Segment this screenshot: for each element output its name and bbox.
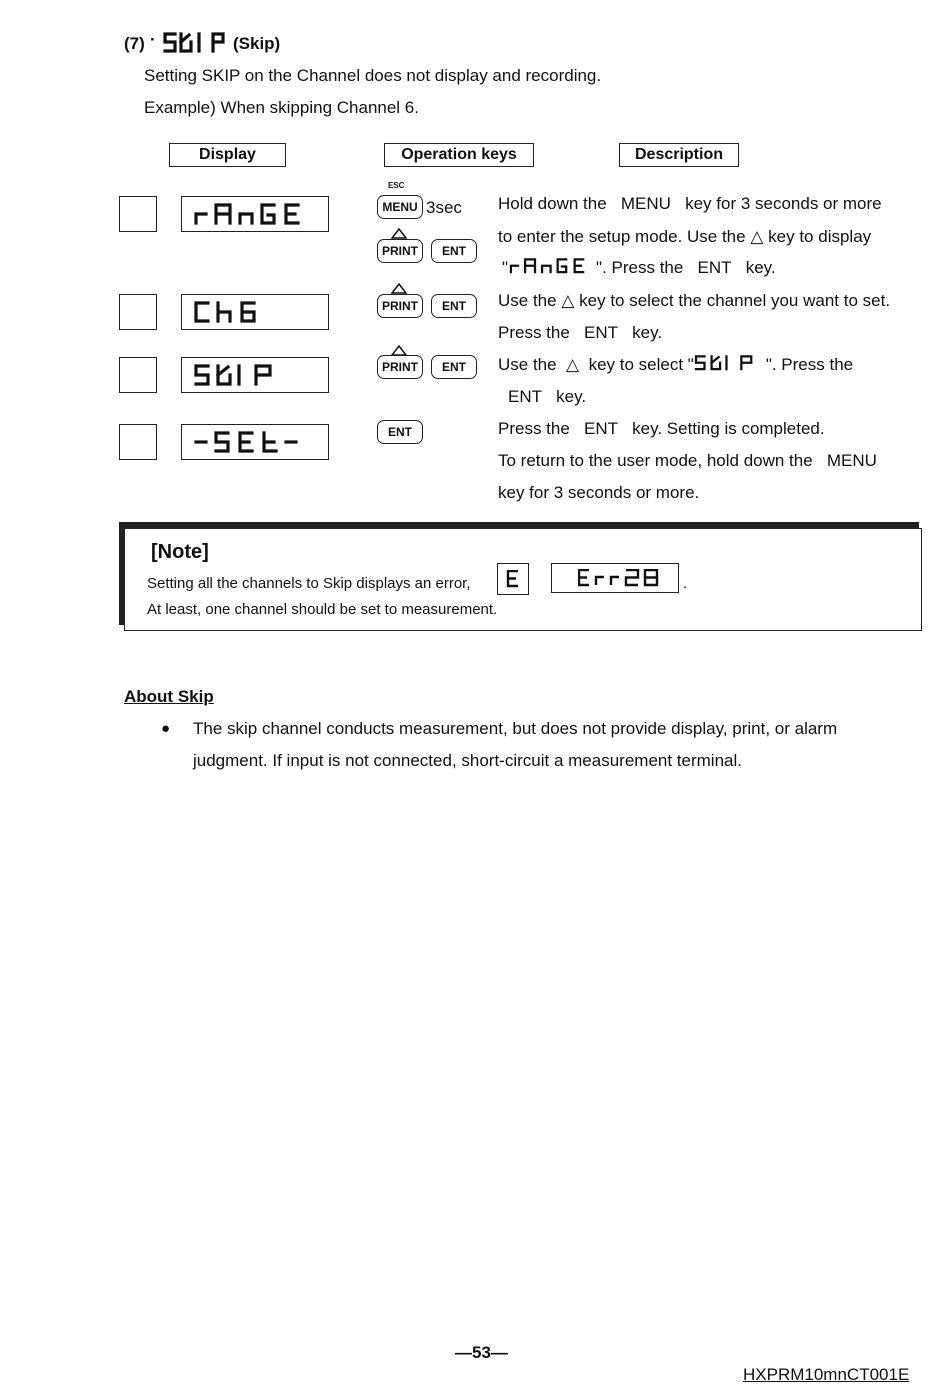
section-number: (7) bbox=[124, 34, 145, 53]
ent-key-ref: ENT bbox=[697, 258, 732, 277]
note-box bbox=[124, 528, 922, 631]
lcd-ch6-digits bbox=[194, 301, 314, 325]
menu-key-ref: MENU bbox=[826, 451, 877, 470]
step4-line2: To return to the user mode, hold down the MENU bbox=[498, 451, 877, 470]
step3-line2: ENT key. bbox=[508, 387, 587, 406]
menu-key[interactable]: MENU bbox=[377, 195, 423, 219]
ent-key[interactable]: ENT bbox=[377, 420, 423, 444]
up-arrow-icon: △ bbox=[561, 291, 575, 310]
step4-line1: Press the ENT key. Setting is completed. bbox=[498, 419, 825, 438]
ent-key[interactable]: ENT bbox=[431, 355, 477, 379]
header-display: Display bbox=[169, 143, 286, 167]
bullet-icon: ● bbox=[161, 720, 171, 737]
lcd-skip-digits bbox=[194, 364, 314, 388]
lcd-range-digits bbox=[194, 203, 314, 227]
lcd-display-range bbox=[181, 196, 329, 232]
page-number: —53— bbox=[455, 1343, 508, 1362]
section-title: (Skip) bbox=[233, 34, 281, 53]
display-indicator-box bbox=[119, 196, 157, 232]
print-up-key[interactable]: PRINT bbox=[377, 239, 423, 263]
note-line-2: At least, one channel should be set to measurement. bbox=[147, 601, 498, 618]
display-indicator-box bbox=[119, 357, 157, 393]
print-up-key[interactable]: PRINT bbox=[377, 355, 423, 379]
up-arrow-icon: △ bbox=[566, 355, 580, 374]
lcd-display-skip bbox=[181, 357, 329, 393]
step1-line1: Hold down the MENU key for 3 seconds or more bbox=[498, 194, 882, 213]
intro-line-1: Setting SKIP on the Channel does not display and recording. bbox=[144, 66, 602, 85]
section-bullet: · bbox=[150, 30, 156, 49]
intro-line-2: Example) When skipping Channel 6. bbox=[144, 98, 419, 117]
about-skip-line-1: The skip channel conducts measurement, but does not provide display, print, or alarm bbox=[193, 719, 838, 738]
lcd-range-inline-icon bbox=[508, 258, 596, 275]
lcd-display-ch6 bbox=[181, 294, 329, 330]
ent-key-ref: ENT bbox=[508, 387, 542, 406]
lcd-skip-inline-icon bbox=[694, 355, 766, 372]
lcd-err28-digits bbox=[578, 569, 660, 587]
step1-line2: to enter the setup mode. Use the △ key to display bbox=[498, 227, 872, 246]
up-arrow-icon bbox=[391, 283, 407, 294]
document-id: HXPRM10mnCT001E bbox=[743, 1365, 910, 1384]
step1-line3: " ". Press the ENT key. bbox=[502, 258, 776, 277]
step3-line1: Use the △ key to select " ". Press the bbox=[498, 355, 854, 374]
step2-line1: Use the △ key to select the channel you want to set. bbox=[498, 291, 891, 310]
hold-3sec-label: 3sec bbox=[426, 198, 462, 217]
about-skip-heading: About Skip bbox=[124, 687, 214, 706]
note-line-1: Setting all the channels to Skip displays an error, bbox=[147, 575, 471, 592]
ent-key[interactable]: ENT bbox=[431, 239, 477, 263]
print-up-key[interactable]: PRINT bbox=[377, 294, 423, 318]
up-arrow-icon bbox=[391, 228, 407, 239]
lcd-e-digit bbox=[506, 570, 520, 588]
header-description: Description bbox=[619, 143, 739, 167]
header-operation-keys: Operation keys bbox=[384, 143, 534, 167]
esc-label: ESC bbox=[388, 181, 405, 190]
lcd-set-digits bbox=[194, 431, 314, 455]
ent-key-ref: ENT bbox=[583, 323, 618, 342]
ent-key-ref: ENT bbox=[583, 419, 618, 438]
up-arrow-icon: △ bbox=[750, 227, 764, 246]
section-lcd-skip-icon bbox=[163, 32, 235, 54]
step4-line3: key for 3 seconds or more. bbox=[498, 483, 700, 502]
display-indicator-box bbox=[119, 424, 157, 460]
note-period: . bbox=[683, 575, 688, 592]
lcd-err28-box bbox=[551, 563, 679, 593]
display-indicator-box bbox=[119, 294, 157, 330]
ent-key[interactable]: ENT bbox=[431, 294, 477, 318]
lcd-display-set bbox=[181, 424, 329, 460]
note-title: [Note] bbox=[151, 541, 209, 563]
lcd-e-box bbox=[497, 563, 529, 595]
step2-line2: Press the ENT key. bbox=[498, 323, 663, 342]
about-skip-line-2: judgment. If input is not connected, short-circuit a measurement terminal. bbox=[193, 751, 742, 770]
menu-key-ref: MENU bbox=[620, 194, 671, 213]
